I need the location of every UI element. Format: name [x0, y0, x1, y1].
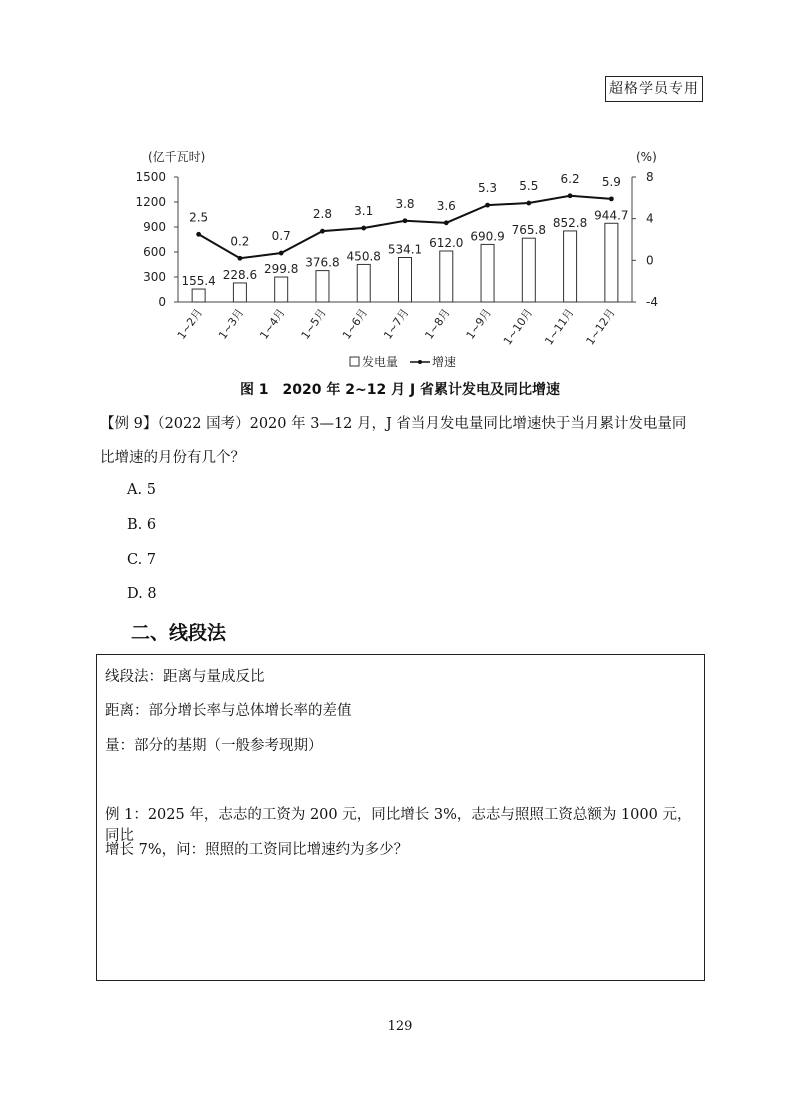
- quantity-definition: 量：部分的基期（一般参考现期）: [105, 738, 323, 754]
- category-tick-label: 1~8月: [422, 306, 453, 342]
- legend-line-label: 增速: [432, 355, 457, 369]
- right-tick-label: 4: [646, 211, 654, 226]
- growth-point: [568, 193, 573, 198]
- category-tick-label: 1~9月: [463, 306, 495, 342]
- bar: [233, 283, 246, 302]
- bar: [564, 231, 577, 302]
- bar-value-label: 534.1: [387, 242, 423, 257]
- category-tick-label: 1~3月: [216, 306, 247, 342]
- growth-point: [609, 196, 614, 201]
- bar-value-label: 376.8: [305, 255, 340, 270]
- bar: [440, 251, 453, 302]
- example-line-2: 增长 7%，问：照照的工资同比增速约为多少？: [105, 842, 409, 858]
- left-tick-label: 600: [143, 245, 166, 259]
- bar-value-label: 765.8: [511, 223, 546, 238]
- bar-value-label: 852.8: [552, 215, 588, 230]
- growth-value-label: 2.8: [312, 207, 333, 222]
- category-tick-label: 1~5月: [298, 306, 329, 342]
- growth-value-label: 0.2: [230, 234, 250, 249]
- left-axis-unit: (亿千瓦时): [148, 150, 206, 164]
- growth-value-label: 0.7: [271, 229, 291, 244]
- left-tick-label: 900: [143, 220, 166, 234]
- category-tick-label: 1~4月: [257, 306, 288, 342]
- growth-point: [485, 203, 490, 208]
- legend-bar-label: 发电量: [362, 355, 399, 369]
- category-tick-label: 1~7月: [381, 306, 412, 342]
- legend-bar-swatch: [350, 357, 359, 366]
- legend-line-marker: [418, 360, 422, 364]
- question-text-line-2: 比增速的月份有几个？: [100, 450, 245, 466]
- bar-value-label: 690.9: [470, 229, 505, 244]
- option-c[interactable]: C. 7: [127, 552, 157, 568]
- bar: [192, 289, 205, 302]
- figure-caption: 图 1 2020 年 2~12 月 J 省累计发电及同比增速: [239, 382, 561, 398]
- growth-point: [196, 232, 201, 237]
- bar: [522, 238, 535, 302]
- growth-point: [403, 218, 408, 223]
- left-tick-label: 300: [143, 270, 166, 284]
- left-tick-label: 1200: [135, 195, 166, 209]
- bar-value-label: 228.6: [222, 267, 258, 282]
- power-generation-chart: [0, 0, 800, 380]
- growth-point: [444, 220, 449, 225]
- option-b[interactable]: B. 6: [127, 517, 157, 533]
- bar-value-label: 299.8: [264, 262, 299, 277]
- growth-point: [320, 229, 325, 234]
- growth-value-label: 5.3: [477, 181, 498, 196]
- right-tick-label: 0: [646, 253, 654, 268]
- option-d[interactable]: D. 8: [127, 586, 157, 602]
- section-title: 二、线段法: [131, 622, 227, 644]
- page-number: 129: [387, 1019, 413, 1034]
- category-tick-label: 1~10月: [500, 306, 536, 348]
- bar: [357, 264, 370, 302]
- growth-value-label: 3.1: [354, 204, 374, 219]
- category-tick-label: 1~12月: [583, 306, 618, 348]
- right-tick-label: 8: [646, 170, 654, 184]
- method-definition: 线段法：距离与量成反比: [105, 669, 265, 685]
- growth-value-label: 6.2: [560, 171, 580, 186]
- bar: [605, 223, 618, 302]
- bar-value-label: 612.0: [429, 236, 464, 250]
- bar-value-label: 155.4: [181, 274, 216, 289]
- category-tick-label: 1~6月: [339, 306, 371, 342]
- bar-value-label: 944.7: [594, 208, 629, 223]
- bar: [399, 257, 412, 302]
- growth-value-label: 2.5: [189, 210, 209, 225]
- growth-value-label: 3.8: [395, 196, 415, 211]
- growth-point: [238, 256, 243, 261]
- left-tick-label: 1500: [135, 170, 166, 184]
- growth-value-label: 5.9: [601, 174, 621, 189]
- growth-value-label: 3.6: [436, 198, 456, 213]
- bar: [275, 277, 288, 302]
- right-axis-unit: (%): [636, 150, 657, 164]
- growth-value-label: 5.5: [519, 179, 539, 194]
- left-tick-label: 0: [158, 295, 166, 309]
- growth-point: [526, 201, 531, 206]
- bar: [481, 244, 494, 302]
- distance-definition: 距离：部分增长率与总体增长率的差值: [105, 703, 352, 719]
- growth-point: [279, 251, 284, 256]
- bar: [316, 271, 329, 302]
- category-tick-label: 1~11月: [542, 306, 577, 348]
- growth-point: [361, 226, 366, 231]
- exclusive-use-tag: 超格学员专用: [605, 76, 703, 102]
- method-note-box: [96, 654, 705, 981]
- bar-value-label: 450.8: [346, 249, 381, 264]
- option-a[interactable]: A. 5: [127, 482, 156, 498]
- example-line-1: 例 1：2025 年，志志的工资为 200 元，同比增长 3%，志志与照照工资总额为 1000 元，同比: [105, 807, 692, 844]
- question-text-line-1: 【例 9】（2022 国考）2020 年 3—12 月，J 省当月发电量同比增速快于当月累计发电量同: [100, 416, 687, 432]
- right-tick-label: -4: [646, 295, 658, 309]
- category-tick-label: 1~2月: [174, 306, 206, 342]
